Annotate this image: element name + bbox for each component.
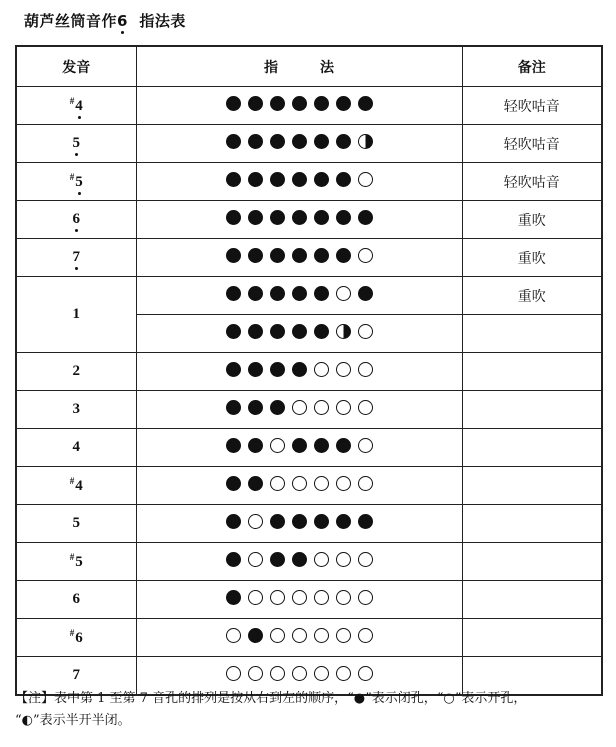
- open-hole-icon: [358, 362, 373, 377]
- open-hole-icon: [358, 438, 373, 453]
- fingering-cell: [136, 467, 462, 505]
- half-hole-icon: [336, 324, 351, 339]
- hole-pattern: [226, 438, 373, 453]
- half-symbol: ◐: [21, 713, 33, 728]
- hole-pattern: [226, 248, 373, 263]
- open-hole-icon: [270, 590, 285, 605]
- note-cell: 重吹: [462, 201, 602, 239]
- open-hole-icon: [358, 628, 373, 643]
- hole-pattern: [226, 514, 373, 529]
- hole-pattern: [226, 666, 373, 681]
- fingering-cell: [136, 543, 462, 581]
- pitch-number: 3: [72, 401, 80, 417]
- open-hole-icon: [248, 666, 263, 681]
- closed-hole-icon: [292, 286, 307, 301]
- closed-hole-icon: [226, 438, 241, 453]
- table-row: [16, 163, 602, 201]
- table-row: [16, 239, 602, 277]
- closed-hole-icon: [226, 476, 241, 491]
- open-hole-icon: [314, 628, 329, 643]
- sharp-sign: #: [69, 172, 75, 182]
- sharp-sign: #: [69, 476, 75, 486]
- open-hole-icon: [270, 476, 285, 491]
- pitch-cell: [16, 429, 136, 467]
- closed-hole-icon: [248, 438, 263, 453]
- pitch-number: 6: [75, 630, 83, 646]
- pitch-cell: [16, 163, 136, 201]
- pitch-number: 6: [72, 591, 80, 607]
- open-hole-icon: [270, 666, 285, 681]
- open-hole-icon: [226, 628, 241, 643]
- pitch-cell: [16, 543, 136, 581]
- closed-hole-icon: [270, 172, 285, 187]
- closed-hole-icon: [248, 134, 263, 149]
- pitch-number: 4: [75, 478, 83, 494]
- open-hole-icon: [358, 324, 373, 339]
- open-hole-icon: [292, 476, 307, 491]
- closed-hole-icon: [226, 134, 241, 149]
- closed-hole-icon: [270, 248, 285, 263]
- hole-pattern: [226, 362, 373, 377]
- pitch-number: 7: [72, 667, 80, 683]
- open-hole-icon: [358, 248, 373, 263]
- pitch-cell: [16, 277, 136, 353]
- open-hole-icon: [336, 400, 351, 415]
- fingering-cell: [136, 125, 462, 163]
- table-row: [16, 353, 602, 391]
- half-hole-icon: [358, 134, 373, 149]
- pitch-number: 7: [72, 249, 80, 265]
- closed-hole-icon: [248, 324, 263, 339]
- closed-hole-icon: [270, 552, 285, 567]
- open-hole-icon: [358, 400, 373, 415]
- title-suffix: 指法表: [139, 12, 186, 30]
- closed-hole-icon: [314, 438, 329, 453]
- open-hole-icon: [248, 590, 263, 605]
- header-pitch: 发音: [16, 46, 136, 87]
- table-row: [16, 201, 602, 239]
- closed-hole-icon: [226, 286, 241, 301]
- footnote-lead: 【注】表中第 1 至第 7 音孔的排列是按从右到左的顺序，“: [15, 691, 354, 706]
- fingering-cell: [136, 619, 462, 657]
- note-cell: [462, 619, 602, 657]
- closed-hole-icon: [226, 210, 241, 225]
- closed-hole-icon: [292, 552, 307, 567]
- closed-hole-icon: [292, 96, 307, 111]
- pitch-cell: [16, 353, 136, 391]
- closed-hole-icon: [248, 286, 263, 301]
- closed-hole-icon: [270, 134, 285, 149]
- closed-hole-icon: [314, 514, 329, 529]
- fingering-cell: [136, 505, 462, 543]
- note-cell: [462, 543, 602, 581]
- closed-hole-icon: [270, 324, 285, 339]
- page-title: [24, 10, 186, 31]
- open-hole-icon: [336, 628, 351, 643]
- closed-hole-icon: [270, 286, 285, 301]
- closed-hole-icon: [226, 172, 241, 187]
- pitch-number: 5: [75, 174, 83, 190]
- fingering-cell: [136, 277, 462, 315]
- footnote-line2-lead: “: [15, 713, 22, 728]
- sharp-sign: #: [69, 552, 75, 562]
- closed-hole-icon: [314, 210, 329, 225]
- pitch-number: 2: [72, 363, 80, 379]
- closed-hole-icon: [226, 362, 241, 377]
- note-cell: 轻吹咕音: [462, 87, 602, 125]
- pitch-cell: [16, 201, 136, 239]
- table-body: [16, 87, 602, 696]
- title-prefix: 葫芦丝筒音作: [24, 12, 118, 30]
- hole-pattern: [226, 210, 373, 225]
- table-row: [16, 581, 602, 619]
- table-row: [16, 619, 602, 657]
- pitch-cell: [16, 87, 136, 125]
- pitch-cell: [16, 619, 136, 657]
- open-symbol: ○: [443, 691, 455, 706]
- closed-hole-icon: [314, 286, 329, 301]
- header-note: 备注: [462, 46, 602, 87]
- fingering-cell: [136, 163, 462, 201]
- closed-hole-icon: [358, 96, 373, 111]
- fingering-cell: [136, 239, 462, 277]
- open-hole-icon: [270, 628, 285, 643]
- pitch-number: 5: [75, 554, 83, 570]
- note-cell: [462, 353, 602, 391]
- note-cell: [462, 429, 602, 467]
- open-hole-icon: [314, 362, 329, 377]
- closed-hole-icon: [270, 210, 285, 225]
- open-hole-icon: [314, 666, 329, 681]
- closed-hole-icon: [336, 438, 351, 453]
- table-row: [16, 467, 602, 505]
- pitch-cell: [16, 391, 136, 429]
- pitch-cell: [16, 581, 136, 619]
- pitch-number: 4: [72, 439, 80, 455]
- table-row: [16, 87, 602, 125]
- hole-pattern: [226, 172, 373, 187]
- pitch-number: 4: [75, 98, 83, 114]
- open-hole-icon: [358, 476, 373, 491]
- closed-hole-icon: [358, 210, 373, 225]
- closed-hole-icon: [292, 248, 307, 263]
- note-cell: 轻吹咕音: [462, 163, 602, 201]
- table-header-row: [16, 46, 602, 87]
- closed-hole-icon: [226, 514, 241, 529]
- closed-hole-icon: [314, 96, 329, 111]
- open-hole-icon: [336, 476, 351, 491]
- sharp-sign: #: [69, 628, 75, 638]
- open-hole-icon: [248, 514, 263, 529]
- closed-hole-icon: [248, 172, 263, 187]
- note-cell: 轻吹咕音: [462, 125, 602, 163]
- closed-hole-icon: [226, 324, 241, 339]
- header-fingering: 指 法: [136, 46, 462, 87]
- closed-hole-icon: [292, 210, 307, 225]
- closed-hole-icon: [248, 210, 263, 225]
- closed-hole-icon: [248, 400, 263, 415]
- closed-hole-icon: [248, 476, 263, 491]
- closed-hole-icon: [292, 172, 307, 187]
- open-hole-icon: [292, 400, 307, 415]
- fingering-cell: [136, 353, 462, 391]
- fingering-cell: [136, 201, 462, 239]
- table-row: [16, 125, 602, 163]
- closed-hole-icon: [248, 362, 263, 377]
- title-note: 6: [117, 12, 128, 30]
- fingering-cell: [136, 581, 462, 619]
- closed-hole-icon: [336, 134, 351, 149]
- sharp-sign: #: [69, 96, 75, 106]
- open-hole-icon: [336, 552, 351, 567]
- hole-pattern: [226, 286, 373, 301]
- open-hole-icon: [248, 552, 263, 567]
- open-hole-icon: [336, 286, 351, 301]
- closed-hole-icon: [336, 210, 351, 225]
- fingering-cell: [136, 315, 462, 353]
- pitch-number: 6: [72, 211, 80, 227]
- open-hole-icon: [292, 666, 307, 681]
- note-cell: [462, 391, 602, 429]
- open-hole-icon: [358, 172, 373, 187]
- pitch-cell: [16, 505, 136, 543]
- pitch-cell: [16, 239, 136, 277]
- open-hole-icon: [270, 438, 285, 453]
- pitch-cell: [16, 125, 136, 163]
- open-hole-icon: [314, 476, 329, 491]
- closed-hole-icon: [314, 134, 329, 149]
- hole-pattern: [226, 96, 373, 111]
- open-hole-icon: [358, 590, 373, 605]
- closed-hole-icon: [226, 552, 241, 567]
- closed-hole-icon: [314, 172, 329, 187]
- hole-pattern: [226, 476, 373, 491]
- open-hole-icon: [358, 552, 373, 567]
- hole-pattern: [226, 590, 373, 605]
- open-hole-icon: [336, 362, 351, 377]
- closed-hole-icon: [248, 628, 263, 643]
- closed-hole-icon: [248, 248, 263, 263]
- footnote-half-text: ”表示半开半闭。: [33, 713, 131, 728]
- table-row: [16, 543, 602, 581]
- closed-hole-icon: [336, 514, 351, 529]
- pitch-number: 5: [72, 515, 80, 531]
- open-hole-icon: [314, 552, 329, 567]
- open-hole-icon: [314, 590, 329, 605]
- closed-hole-icon: [336, 248, 351, 263]
- note-cell: [462, 467, 602, 505]
- closed-hole-icon: [226, 400, 241, 415]
- open-hole-icon: [226, 666, 241, 681]
- open-hole-icon: [314, 400, 329, 415]
- closed-hole-icon: [226, 96, 241, 111]
- fingering-cell: [136, 429, 462, 467]
- fingering-cell: [136, 87, 462, 125]
- footnote: [15, 688, 605, 732]
- fingering-cell: [136, 391, 462, 429]
- closed-hole-icon: [270, 362, 285, 377]
- table-row: [16, 429, 602, 467]
- closed-hole-icon: [292, 514, 307, 529]
- closed-hole-icon: [248, 96, 263, 111]
- note-cell: 重吹: [462, 277, 602, 315]
- closed-hole-icon: [292, 362, 307, 377]
- pitch-cell: [16, 467, 136, 505]
- closed-hole-icon: [292, 134, 307, 149]
- closed-hole-icon: [314, 324, 329, 339]
- closed-hole-icon: [270, 400, 285, 415]
- open-hole-icon: [358, 666, 373, 681]
- note-cell: [462, 315, 602, 353]
- closed-hole-icon: [270, 96, 285, 111]
- pitch-number: 5: [72, 135, 80, 151]
- closed-hole-icon: [358, 286, 373, 301]
- closed-hole-icon: [336, 96, 351, 111]
- closed-hole-icon: [226, 248, 241, 263]
- closed-hole-icon: [226, 590, 241, 605]
- closed-hole-icon: [336, 172, 351, 187]
- footnote-open-text: ”表示开孔，: [454, 691, 527, 706]
- fingering-table: [15, 45, 603, 696]
- footnote-closed-text: ”表示闭孔，“: [365, 691, 444, 706]
- closed-hole-icon: [270, 514, 285, 529]
- hole-pattern: [226, 400, 373, 415]
- hole-pattern: [226, 628, 373, 643]
- hole-pattern: [226, 324, 373, 339]
- closed-hole-icon: [292, 324, 307, 339]
- table-row: [16, 277, 602, 315]
- note-cell: [462, 581, 602, 619]
- note-cell: 重吹: [462, 239, 602, 277]
- closed-symbol: ●: [353, 691, 366, 706]
- pitch-number: 1: [72, 306, 80, 322]
- closed-hole-icon: [358, 514, 373, 529]
- open-hole-icon: [336, 590, 351, 605]
- closed-hole-icon: [314, 248, 329, 263]
- open-hole-icon: [292, 590, 307, 605]
- hole-pattern: [226, 552, 373, 567]
- note-cell: [462, 505, 602, 543]
- table-row: [16, 505, 602, 543]
- hole-pattern: [226, 134, 373, 149]
- closed-hole-icon: [292, 438, 307, 453]
- open-hole-icon: [336, 666, 351, 681]
- table-row: [16, 391, 602, 429]
- open-hole-icon: [292, 628, 307, 643]
